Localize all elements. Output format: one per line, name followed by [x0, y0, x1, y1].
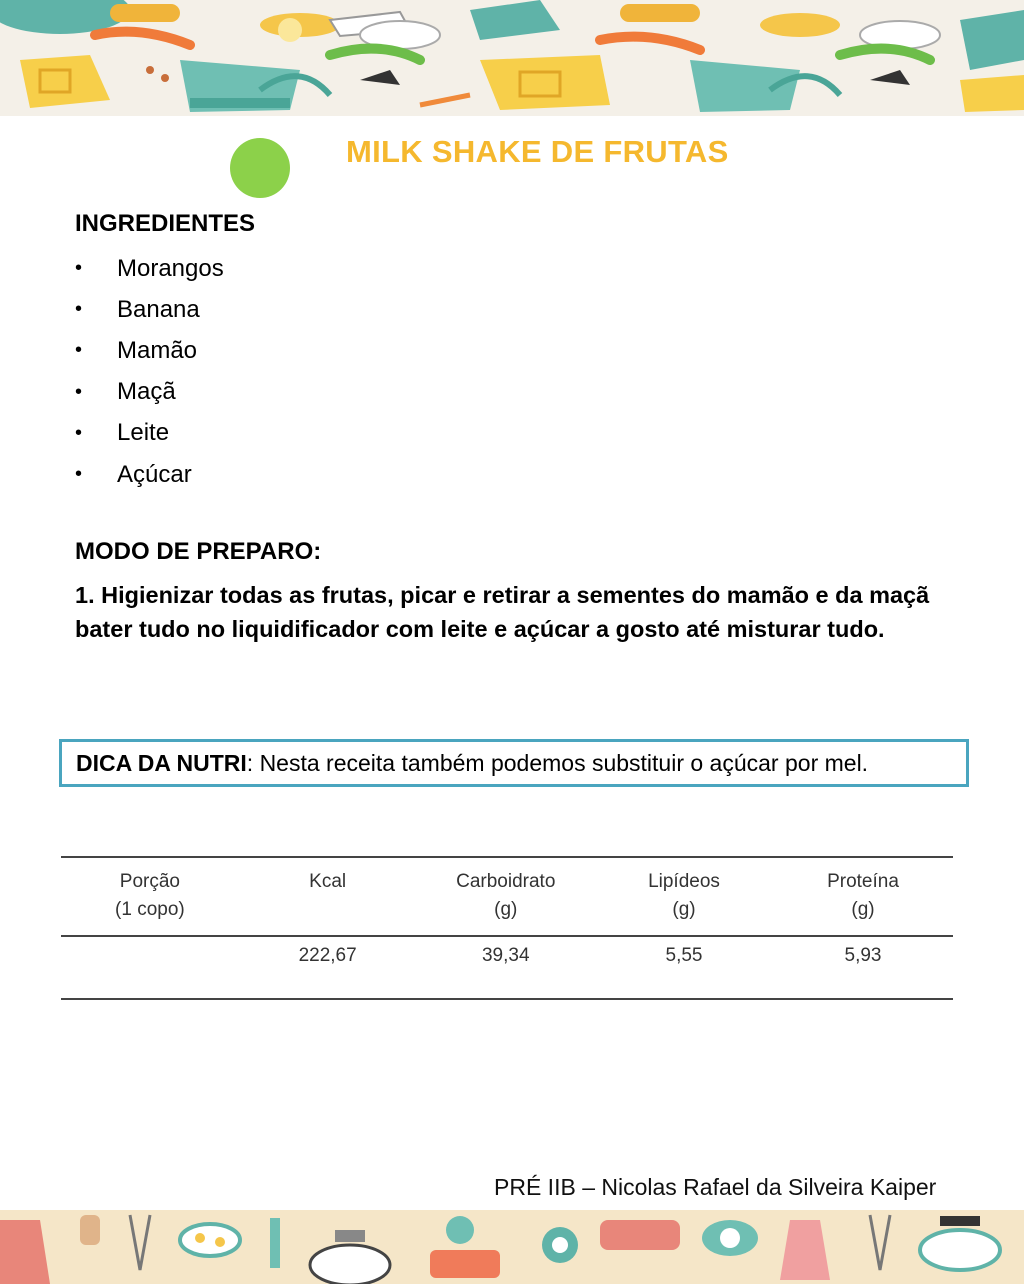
recipe-title: MILK SHAKE DE FRUTAS	[346, 134, 729, 169]
bullet-icon: •	[75, 380, 83, 403]
bullet-icon: •	[75, 339, 83, 362]
header-carboidrato: Carboidrato (g)	[456, 871, 556, 920]
list-item: • Morangos	[75, 254, 224, 282]
preparation-heading: MODO DE PREPARO:	[75, 538, 322, 565]
header-porcao: Porção (1 copo)	[115, 871, 185, 920]
green-dot-decoration	[230, 138, 290, 198]
preparation-line-1: 1. Higienizar todas as frutas, picar e retirar a sementes do mamão e da maçã	[75, 582, 930, 608]
preparation-line-2: bater tudo no liquidificador com leite e açúcar a gosto até misturar tudo.	[75, 616, 885, 642]
nutrition-table	[61, 856, 953, 1000]
header-lipideos: Lipídeos (g)	[648, 871, 720, 920]
table-header-row	[61, 857, 953, 936]
tip-label: DICA DA NUTRI	[76, 750, 247, 776]
bullet-icon: •	[75, 463, 83, 486]
list-item: • Mamão	[75, 336, 198, 364]
top-decorative-banner	[0, 0, 1024, 116]
nutri-tip-box	[59, 739, 969, 787]
list-item: • Banana	[75, 295, 200, 323]
list-item: • Maçã	[75, 378, 176, 406]
header-proteina: Proteína (g)	[827, 871, 899, 920]
ingredients-list	[75, 248, 224, 495]
cell-kcal: 222,67	[298, 945, 357, 966]
bullet-icon: •	[75, 298, 83, 321]
kitchen-pattern-illustration	[0, 0, 1024, 116]
bottom-decorative-banner	[0, 1210, 1024, 1284]
header-kcal: Kcal	[309, 871, 347, 892]
bullet-icon: •	[75, 257, 83, 280]
preparation-text	[75, 578, 985, 646]
cell-porcao	[61, 936, 239, 999]
cell-lipideos: 5,55	[665, 945, 703, 966]
tip-text: : Nesta receita também podemos substituir o açúcar por mel.	[246, 750, 869, 776]
table-row	[61, 936, 953, 999]
kitchen-utensils-illustration	[0, 1210, 1024, 1284]
list-item: • Açúcar	[75, 460, 192, 488]
bullet-icon: •	[75, 421, 83, 444]
footer-author: PRÉ IIB – Nicolas Rafael da Silveira Kaiper	[494, 1174, 937, 1200]
ingredients-heading: INGREDIENTES	[75, 210, 256, 237]
cell-proteina: 5,93	[844, 945, 882, 966]
list-item: • Leite	[75, 419, 170, 447]
cell-carboidrato: 39,34	[481, 945, 530, 966]
